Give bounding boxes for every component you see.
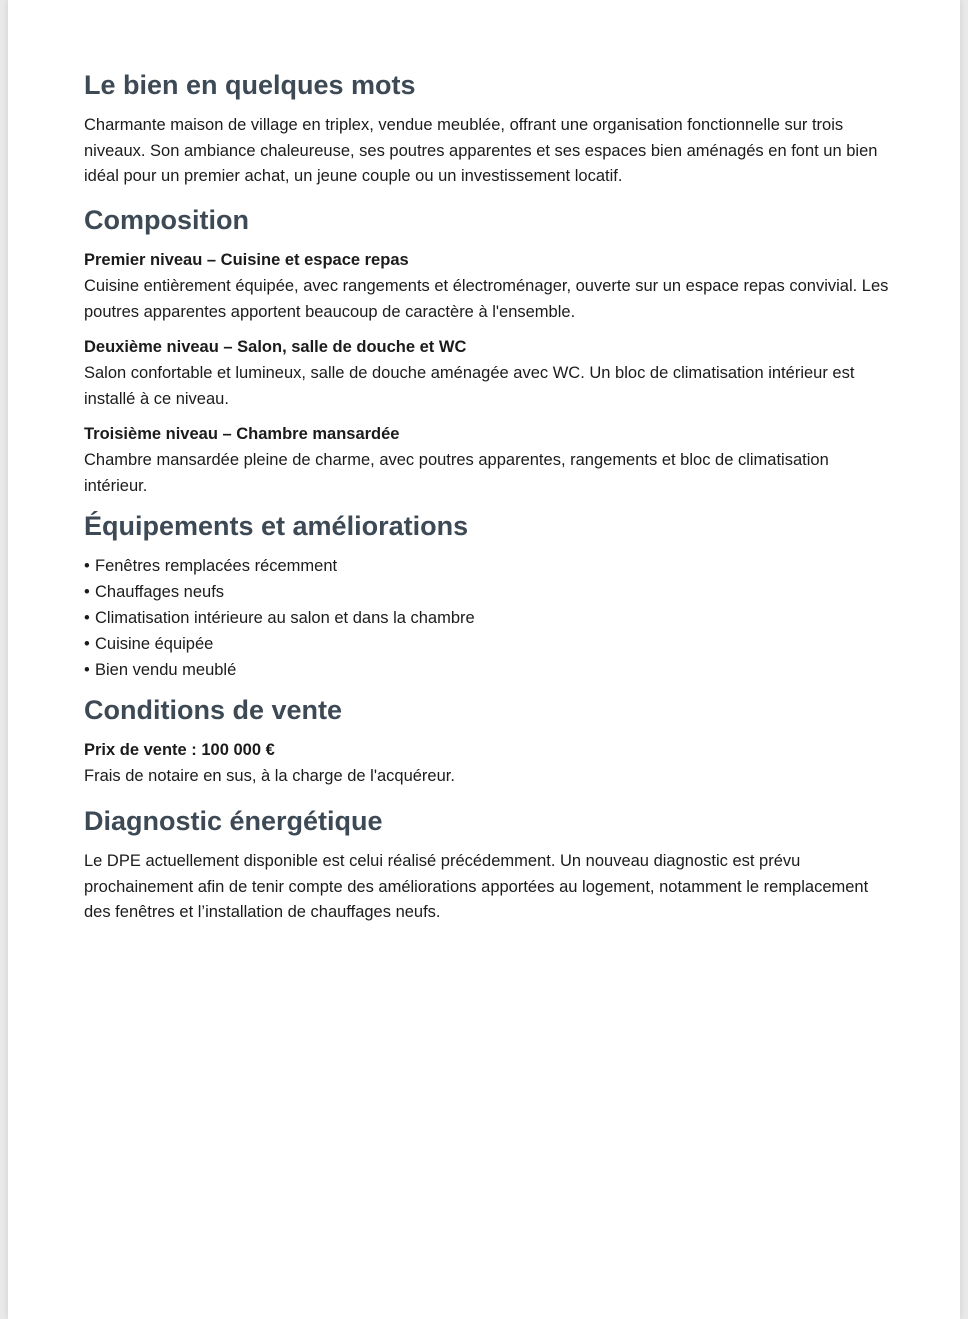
list-item	[84, 632, 896, 658]
section-title-equipment: Équipements et améliorations	[84, 511, 469, 542]
section-title-composition: Composition	[84, 205, 249, 236]
level-text-2: Salon confortable et lumineux, salle de douche aménagée avec WC. Un bloc de climatisation intérieur est installé à ce niveau.	[84, 363, 855, 408]
level-text-3: Chambre mansardée pleine de charme, avec poutres apparentes, rangements et bloc de climatisation intérieur.	[84, 451, 829, 495]
energy-paragraph: Le DPE actuellement disponible est celui réalisé précédemment. Un nouveau diagnostic est prévu prochainement afin de tenir compte des améliorations apportées au logement, notamment le remplacement des fenêtres et l’installation de chauffages neufs.	[84, 851, 869, 922]
section-composition	[84, 203, 896, 499]
bullet-icon: •	[84, 557, 90, 576]
list-item	[84, 580, 896, 606]
level-heading-2: Deuxième niveau – Salon, salle de douche et WC	[84, 338, 467, 357]
level-block-2	[84, 335, 896, 412]
list-item-text: Climatisation intérieure au salon et dans la chambre	[95, 609, 475, 628]
sale-price: Prix de vente : 100 000 €	[84, 741, 275, 760]
notary-fees-text: Frais de notaire en sus, à la charge de l'acquéreur.	[84, 767, 455, 786]
bullet-icon: •	[84, 660, 90, 679]
section-sale-conditions	[84, 693, 896, 789]
bullet-icon: •	[84, 609, 90, 628]
level-heading-1: Premier niveau – Cuisine et espace repas	[84, 251, 409, 270]
list-item-text: Fenêtres remplacées récemment	[95, 557, 338, 576]
section-intro	[84, 68, 896, 190]
list-item-text: Bien vendu meublé	[95, 660, 237, 679]
level-text-1: Cuisine entièrement équipée, avec rangements et électroménager, ouverte sur un espace repas convivial. Les poutres apparentes apportent beaucoup de caractère à l'ensemble.	[84, 276, 889, 321]
list-item	[84, 658, 896, 684]
document-page	[8, 0, 960, 1319]
equipment-list	[84, 554, 896, 683]
section-title-sale: Conditions de vente	[84, 695, 343, 726]
list-item-text: Cuisine équipée	[95, 634, 214, 653]
bullet-icon: •	[84, 634, 90, 653]
list-item-text: Chauffages neufs	[95, 583, 225, 602]
level-block-3	[84, 422, 896, 499]
level-heading-3: Troisième niveau – Chambre mansardée	[84, 425, 400, 444]
section-energy-diagnostic	[84, 804, 896, 926]
section-title-intro: Le bien en quelques mots	[84, 70, 416, 100]
list-item	[84, 554, 896, 580]
section-equipment	[84, 509, 896, 683]
section-title-energy: Diagnostic énergétique	[84, 805, 383, 836]
intro-paragraph: Charmante maison de village en triplex, vendue meublée, offrant une organisation fonctionnelle sur trois niveaux. Son ambiance chaleureuse, ses poutres apparentes et ses espaces bien aménagés en font un bien idéal pour un premier achat, un jeune couple ou un investissement locatif.	[84, 116, 878, 186]
bullet-icon: •	[84, 583, 90, 602]
level-block-1	[84, 248, 896, 325]
document-content	[84, 68, 896, 926]
list-item	[84, 606, 896, 632]
